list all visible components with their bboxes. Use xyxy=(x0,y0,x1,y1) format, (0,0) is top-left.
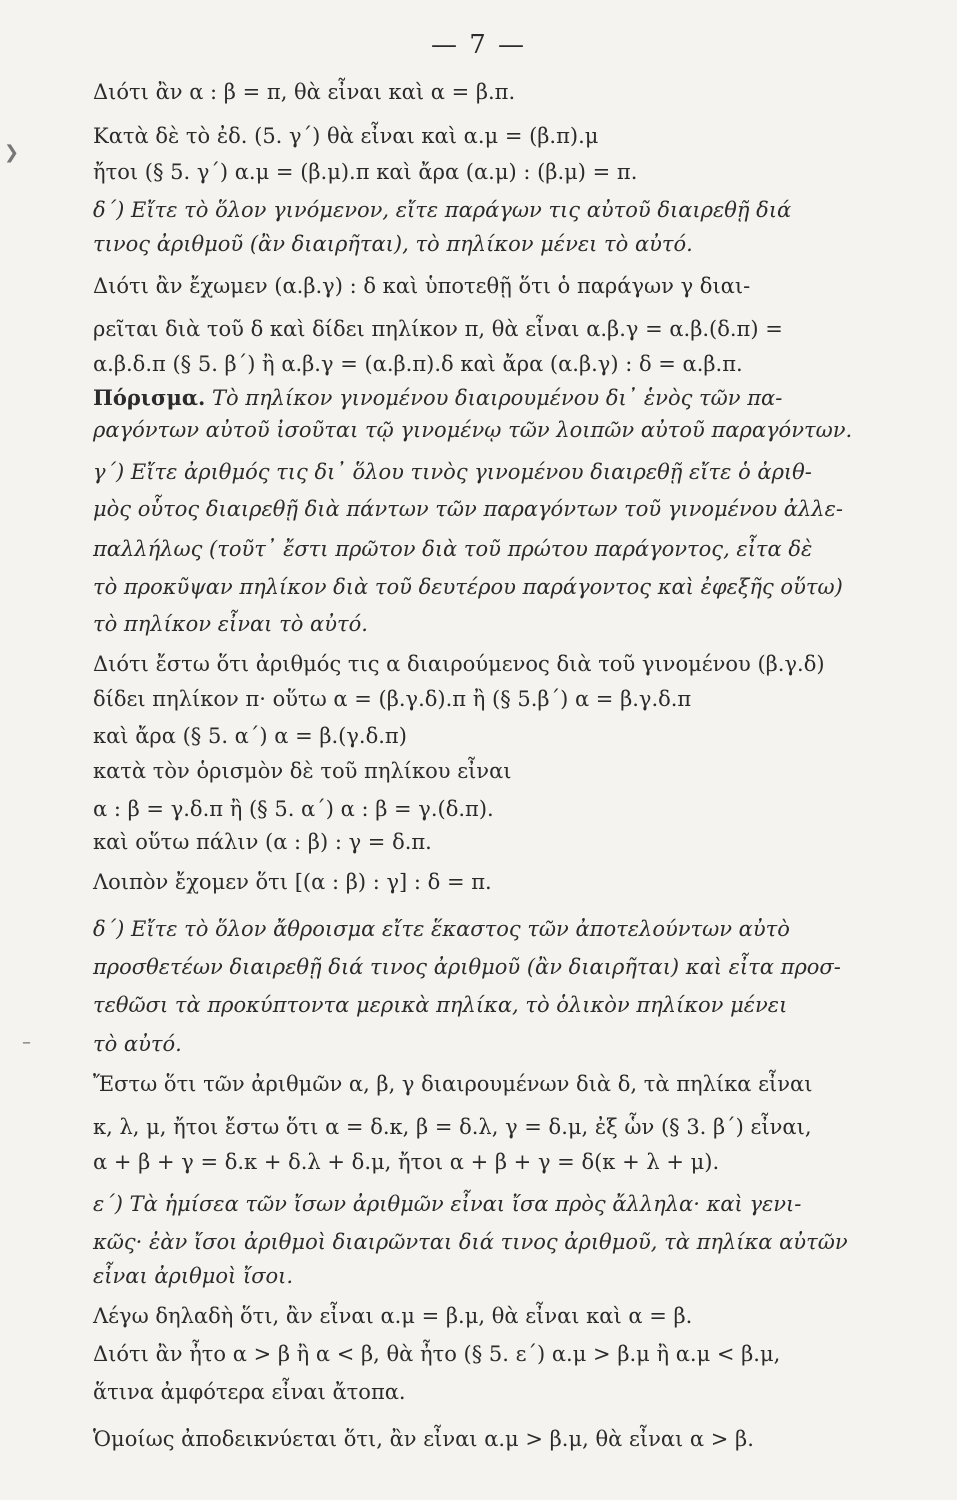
text-line: προσθετέων διαιρεθῇ διά τινος ἀριθμοῦ (ἂν διαιρῆται) καὶ εἶτα προσ- xyxy=(93,955,841,979)
text-line: ἤτοι (§ 5. γ΄) α.μ = (β.μ).π καὶ ἄρα (α.μ) : (β.μ) = π. xyxy=(93,160,638,184)
text-line: τὸ προκῦψαν πηλίκον διὰ τοῦ δευτέρου παράγοντος καὶ ἐφεξῆς οὕτω) xyxy=(93,575,843,599)
text-line: Κατὰ δὲ τὸ ἐδ. (5. γ΄) θὰ εἶναι καὶ α.μ = (β.π).μ xyxy=(93,124,599,148)
text-line: ρεῖται διὰ τοῦ δ καὶ δίδει πηλίκον π, θὰ εἶναι α.β.γ = α.β.(δ.π) = xyxy=(93,317,783,341)
text-line: τινος ἀριθμοῦ (ἂν διαιρῆται), τὸ πηλίκον μένει τὸ αὐτό. xyxy=(93,232,693,256)
text-line: ἅτινα ἀμφότερα εἶναι ἄτοπα. xyxy=(93,1380,406,1404)
text-line: Διότι ἔστω ὅτι ἀριθμός τις α διαιρούμενος διὰ τοῦ γινομένου (β.γ.δ) xyxy=(93,652,825,676)
porisma-text: Τὸ πηλίκον γινομένου διαιρουμένου δι᾽ ἑνὸς τῶν πα- xyxy=(205,386,783,410)
text-line: ραγόντων αὐτοῦ ἰσοῦται τῷ γινομένῳ τῶν λοιπῶν αὐτοῦ παραγόντων. xyxy=(93,418,853,442)
text-line xyxy=(93,384,782,412)
text-line: δίδει πηλίκον π· οὕτω α = (β.γ.δ).π ἢ (§ 5.β΄) α = β.γ.δ.π xyxy=(93,687,692,711)
text-line: ε΄) Τὰ ἡμίσεα τῶν ἴσων ἀριθμῶν εἶναι ἴσα πρὸς ἄλληλα· καὶ γενι- xyxy=(93,1192,802,1216)
text-line: α : β = γ.δ.π ἢ (§ 5. α΄) α : β = γ.(δ.π). xyxy=(93,797,494,821)
text-line: κῶς· ἐὰν ἴσοι ἀριθμοὶ διαιρῶνται διά τινος ἀριθμοῦ, τὰ πηλίκα αὐτῶν xyxy=(93,1230,848,1254)
text-line: Ὁμοίως ἀποδεικνύεται ὅτι, ἂν εἶναι α.μ > β.μ, θὰ εἶναι α > β. xyxy=(93,1427,754,1451)
porisma-heading: Πόρισμα. xyxy=(93,385,206,410)
text-line: γ΄) Εἴτε ἀριθμός τις δι᾽ ὅλου τινὸς γινομένου διαιρεθῇ εἴτε ὁ ἀριθ- xyxy=(93,460,812,484)
text-line: α.β.δ.π (§ 5. β΄) ἢ α.β.γ = (α.β.π).δ καὶ ἄρα (α.β.γ) : δ = α.β.π. xyxy=(93,352,743,376)
text-line: καὶ ἄρα (§ 5. α΄) α = β.(γ.δ.π) xyxy=(93,724,407,748)
text-line: τὸ πηλίκον εἶναι τὸ αὐτό. xyxy=(93,612,368,636)
text-line: δ΄) Εἴτε τὸ ὅλον γινόμενον, εἴτε παράγων τις αὐτοῦ διαιρεθῇ διά xyxy=(93,198,792,222)
text-line: α + β + γ = δ.κ + δ.λ + δ.μ, ἤτοι α + β + γ = δ(κ + λ + μ). xyxy=(93,1150,720,1174)
text-line: Ἔστω ὅτι τῶν ἀριθμῶν α, β, γ διαιρουμένων διὰ δ, τὰ πηλίκα εἶναι xyxy=(93,1072,813,1096)
text-line: τὸ αὐτό. xyxy=(93,1032,182,1056)
text-line: κατὰ τὸν ὁρισμὸν δὲ τοῦ πηλίκου εἶναι xyxy=(93,759,512,783)
text-line: Διότι ἂν ἦτο α > β ἢ α < β, θὰ ἦτο (§ 5. ε΄) α.μ > β.μ ἢ α.μ < β.μ, xyxy=(93,1342,781,1366)
text-line: εἶναι ἀριθμοὶ ἴσοι. xyxy=(93,1264,294,1288)
margin-mark: ❯ xyxy=(4,142,20,163)
text-line: παλλήλως (τοῦτ᾽ ἔστι πρῶτον διὰ τοῦ πρώτου παράγοντος, εἶτα δὲ xyxy=(93,537,813,561)
page-number: — 7 — xyxy=(430,30,527,60)
text-line: δ΄) Εἴτε τὸ ὅλον ἄθροισμα εἴτε ἕκαστος τῶν ἀποτελούντων αὐτὸ xyxy=(93,917,790,941)
text-line: Λέγω δηλαδὴ ὅτι, ἂν εἶναι α.μ = β.μ, θὰ εἶναι καὶ α = β. xyxy=(93,1304,693,1328)
margin-dash: – xyxy=(22,1032,31,1053)
text-line: Διότι ἂν α : β = π, θὰ εἶναι καὶ α = β.π. xyxy=(93,80,516,104)
text-line: τεθῶσι τὰ προκύπτοντα μερικὰ πηλίκα, τὸ ὁλικὸν πηλίκον μένει xyxy=(93,993,788,1017)
text-line: Λοιπὸν ἔχομεν ὅτι [(α : β) : γ] : δ = π. xyxy=(93,870,492,894)
text-line: Διότι ἂν ἔχωμεν (α.β.γ) : δ καὶ ὑποτεθῇ ὅτι ὁ παράγων γ διαι- xyxy=(93,274,751,298)
text-line: κ, λ, μ, ἤτοι ἔστω ὅτι α = δ.κ, β = δ.λ, γ = δ.μ, ἐξ ὧν (§ 3. β΄) εἶναι, xyxy=(93,1115,812,1139)
text-line: μὸς οὗτος διαιρεθῇ διὰ πάντων τῶν παραγόντων τοῦ γινομένου ἀλλε- xyxy=(93,497,843,521)
text-line: καὶ οὕτω πάλιν (α : β) : γ = δ.π. xyxy=(93,830,432,854)
